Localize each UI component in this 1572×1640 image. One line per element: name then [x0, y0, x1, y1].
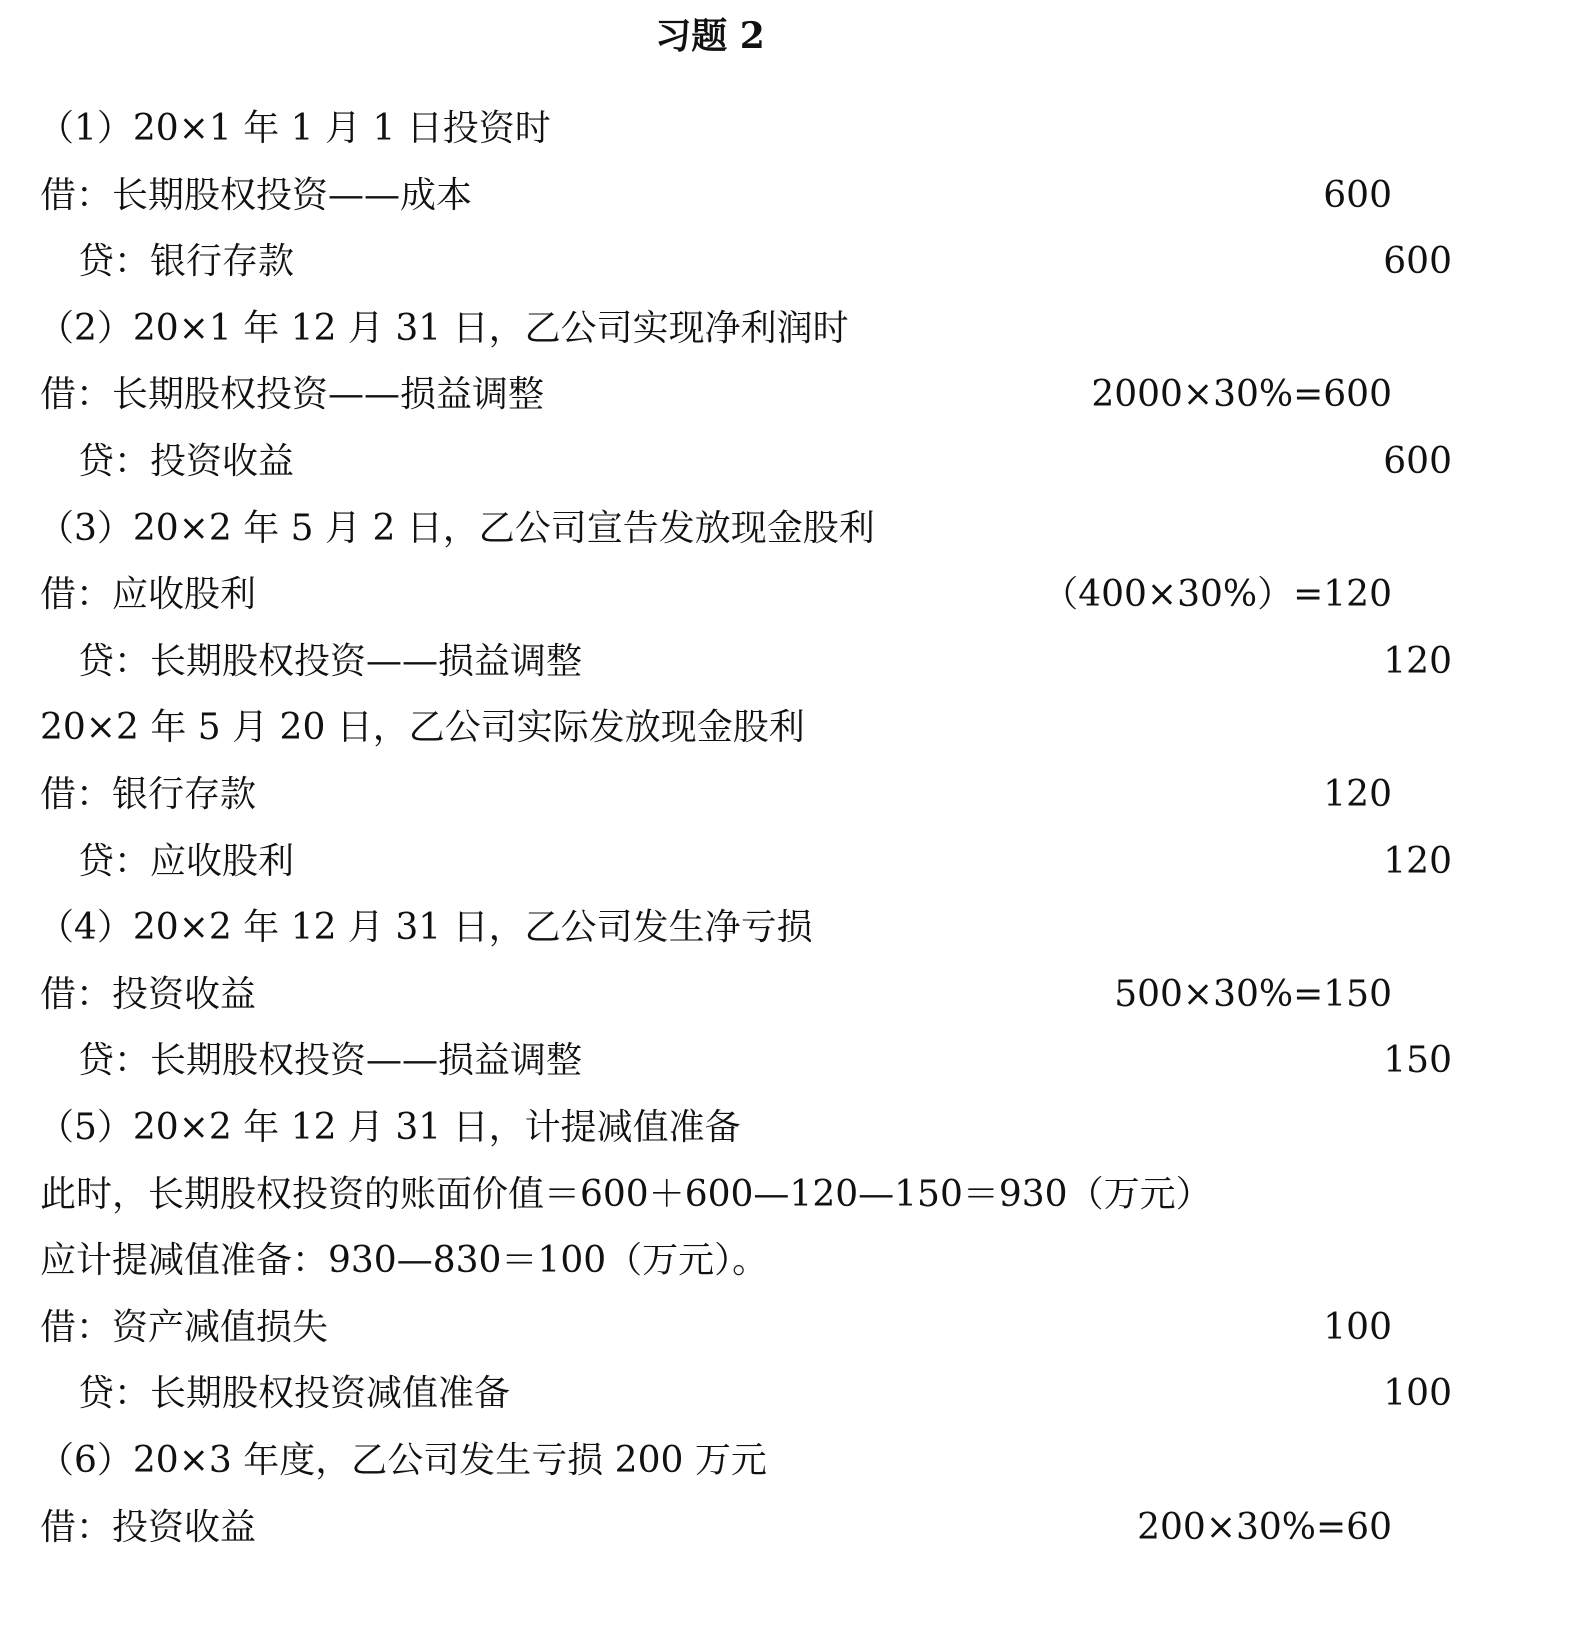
account-name: 贷：长期股权投资——损益调整 [78, 1040, 583, 1082]
note-text: 应计提减值准备：930—830＝100（万元）。 [40, 1240, 769, 1282]
debit-amount: 100 [1323, 1306, 1392, 1348]
entry-line-heading [0, 1103, 1572, 1153]
entry-line-debit [0, 370, 1572, 420]
credit-amount: 150 [1383, 1040, 1452, 1082]
debit-amount: 600 [1323, 174, 1392, 216]
credit-amount: 100 [1383, 1373, 1452, 1415]
credit-amount: 120 [1383, 640, 1452, 682]
account-name: 借：长期股权投资——损益调整 [40, 374, 545, 416]
entry-line-plain [0, 703, 1572, 753]
entry-line-debit [0, 770, 1572, 820]
debit-amount: 2000×30%=600 [1091, 374, 1392, 416]
debit-amount: （400×30%）=120 [1042, 574, 1392, 616]
entry-line-debit [0, 570, 1572, 620]
section-heading: （1）20×1 年 1 月 1 日投资时 [38, 108, 551, 149]
debit-amount: 200×30%=60 [1137, 1506, 1392, 1548]
account-name: 借：投资收益 [40, 1506, 257, 1548]
credit-amount: 600 [1383, 241, 1452, 283]
entry-line-heading [0, 304, 1572, 354]
entry-line-heading [0, 903, 1572, 953]
entry-line-debit [0, 1303, 1572, 1353]
section-heading: （2）20×1 年 12 月 31 日，乙公司实现净利润时 [38, 307, 849, 349]
note-text: 此时，长期股权投资的账面价值＝600＋600—120—150＝930（万元） [40, 1173, 1212, 1215]
entry-line-credit [0, 1369, 1572, 1419]
account-name: 贷：长期股权投资减值准备 [78, 1373, 511, 1415]
note-text: 20×2 年 5 月 20 日，乙公司实际发放现金股利 [40, 707, 805, 749]
entry-line-credit [0, 437, 1572, 487]
account-name: 借：资产减值损失 [40, 1306, 329, 1348]
entry-line-credit [0, 1036, 1572, 1086]
section-heading: （6）20×3 年度，乙公司发生亏损 200 万元 [38, 1440, 767, 1481]
entry-line-credit [0, 637, 1572, 687]
entry-line-plain [0, 1170, 1572, 1220]
account-name: 借：投资收益 [40, 973, 257, 1015]
section-heading: （4）20×2 年 12 月 31 日，乙公司发生净亏损 [38, 907, 813, 949]
entry-line-debit [0, 970, 1572, 1020]
entry-line-credit [0, 237, 1572, 287]
account-name: 借：银行存款 [40, 774, 257, 815]
account-name: 贷：长期股权投资——损益调整 [78, 640, 583, 682]
credit-amount: 120 [1383, 840, 1452, 882]
account-name: 贷：应收股利 [78, 840, 295, 882]
entry-line-debit [0, 1503, 1572, 1553]
debit-amount: 120 [1323, 774, 1392, 815]
entry-line-debit [0, 171, 1572, 221]
account-name: 借：长期股权投资——成本 [40, 174, 473, 216]
entry-line-heading [0, 1436, 1572, 1486]
credit-amount: 600 [1383, 441, 1452, 482]
entry-line-heading [0, 504, 1572, 554]
document-title: 习题 2 [655, 15, 765, 57]
debit-amount: 500×30%=150 [1114, 973, 1392, 1015]
account-name: 贷：银行存款 [78, 241, 295, 283]
section-heading: （3）20×2 年 5 月 2 日，乙公司宣告发放现金股利 [38, 507, 875, 549]
entry-line-plain [0, 1236, 1572, 1286]
entry-line-heading [0, 104, 1572, 154]
account-name: 借：应收股利 [40, 574, 257, 616]
section-heading: （5）20×2 年 12 月 31 日，计提减值准备 [38, 1107, 741, 1148]
entry-line-credit [0, 837, 1572, 887]
account-name: 贷：投资收益 [78, 441, 295, 482]
